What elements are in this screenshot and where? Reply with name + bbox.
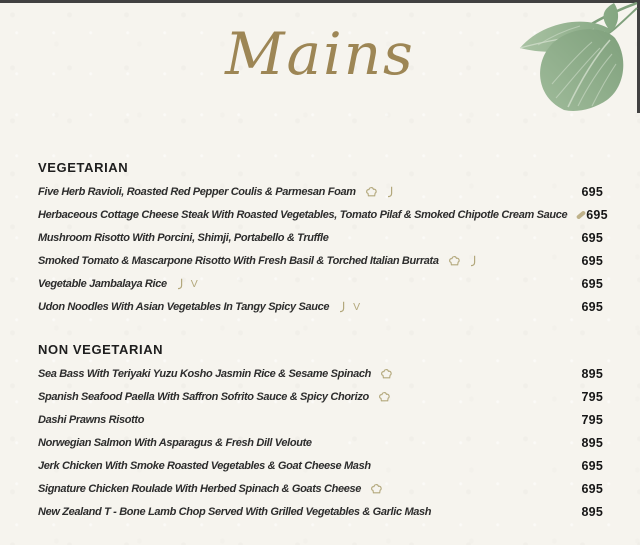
item-price: 695 xyxy=(581,184,603,199)
menu-item-row xyxy=(38,362,603,385)
item-price: 695 xyxy=(586,207,608,222)
menu-item-row xyxy=(38,477,603,500)
section-heading: VEGETARIAN xyxy=(38,160,129,175)
item-price: 695 xyxy=(581,230,603,245)
chili-icon xyxy=(176,278,184,290)
chef-hat-icon xyxy=(378,391,392,403)
menu-item-row xyxy=(38,203,608,226)
item-icons xyxy=(380,368,394,380)
item-name: Herbaceous Cottage Cheese Steak With Roasted Vegetables, Tomato Pilaf & Smoked Chipotle Cream Sauce xyxy=(38,208,568,221)
item-icons xyxy=(176,278,198,290)
item-name: Spanish Seafood Paella With Saffron Sofrito Sauce & Spicy Chorizo xyxy=(38,390,369,403)
item-price: 895 xyxy=(581,435,603,450)
chili-icon xyxy=(469,255,477,267)
section-items xyxy=(38,362,603,523)
item-price: 695 xyxy=(581,458,603,473)
menu-item-row xyxy=(38,385,603,408)
item-price: 695 xyxy=(581,481,603,496)
menu-item-row xyxy=(38,295,603,318)
page-title: Mains xyxy=(225,20,415,88)
item-icons xyxy=(338,301,360,313)
item-price: 895 xyxy=(581,504,603,519)
item-name: New Zealand T - Bone Lamb Chop Served With Grilled Vegetables & Garlic Mash xyxy=(38,505,432,518)
menu-item-row xyxy=(38,408,603,431)
chili-icon xyxy=(338,301,346,313)
menu-item-row xyxy=(38,431,603,454)
item-icons xyxy=(370,483,384,495)
item-price: 695 xyxy=(581,253,603,268)
menu-section xyxy=(38,342,603,523)
section-heading: NON VEGETARIAN xyxy=(38,342,164,357)
item-icons xyxy=(576,213,586,217)
section-items xyxy=(38,180,608,318)
vegan-icon: V xyxy=(353,300,361,313)
menu-item-row xyxy=(38,249,603,272)
menu-item-row xyxy=(38,500,603,523)
chili-icon xyxy=(386,186,394,198)
item-price: 695 xyxy=(581,276,603,291)
item-name: Smoked Tomato & Mascarpone Risotto With Fresh Basil & Torched Italian Burrata xyxy=(38,254,439,267)
item-name: Sea Bass With Teriyaki Yuzu Kosho Jasmin Rice & Sesame Spinach xyxy=(38,367,371,380)
item-icons xyxy=(448,255,477,267)
item-name: Udon Noodles With Asian Vegetables In Tangy Spicy Sauce xyxy=(38,300,330,313)
item-price: 795 xyxy=(581,389,603,404)
item-price: 695 xyxy=(581,299,603,314)
chef-hat-icon xyxy=(448,255,462,267)
chili-icon xyxy=(576,213,586,217)
menu-item-row xyxy=(38,272,603,295)
item-name: Jerk Chicken With Smoke Roasted Vegetables & Goat Cheese Mash xyxy=(38,459,371,472)
menu-item-row xyxy=(38,226,603,249)
chef-hat-icon xyxy=(380,368,394,380)
vegan-icon: V xyxy=(190,277,198,290)
item-icons xyxy=(365,186,394,198)
item-price: 895 xyxy=(581,366,603,381)
item-name: Mushroom Risotto With Porcini, Shimji, Portabello & Truffle xyxy=(38,231,329,244)
menu-item-row xyxy=(38,454,603,477)
item-name: Dashi Prawns Risotto xyxy=(38,413,145,426)
menu-header xyxy=(0,18,640,91)
chef-hat-icon xyxy=(365,186,379,198)
menu-sections xyxy=(38,160,608,523)
menu-item-row xyxy=(38,180,603,203)
menu-section xyxy=(38,160,608,318)
item-name: Five Herb Ravioli, Roasted Red Pepper Coulis & Parmesan Foam xyxy=(38,185,356,198)
item-name: Vegetable Jambalaya Rice xyxy=(38,277,167,290)
item-name: Signature Chicken Roulade With Herbed Spinach & Goats Cheese xyxy=(38,482,362,495)
item-icons xyxy=(378,391,392,403)
chef-hat-icon xyxy=(370,483,384,495)
item-name: Norwegian Salmon With Asparagus & Fresh Dill Veloute xyxy=(38,436,312,449)
item-price: 795 xyxy=(581,412,603,427)
